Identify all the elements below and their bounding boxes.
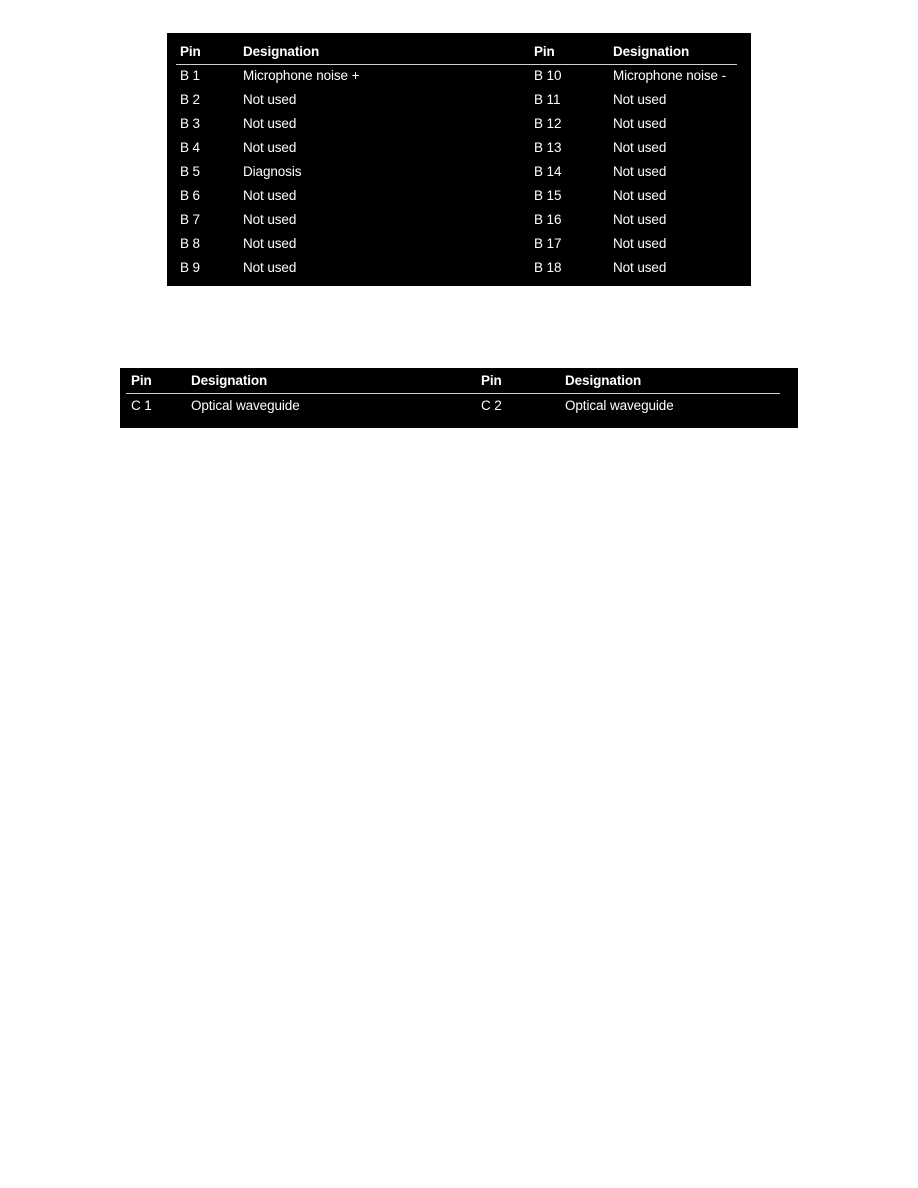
header-pin: Pin: [131, 373, 152, 388]
designation-cell: Microphone noise -: [613, 68, 727, 83]
designation-cell: Not used: [613, 236, 667, 251]
pin-cell: B 17: [534, 236, 562, 251]
pin-table-b: [167, 33, 751, 286]
header-pin: Pin: [534, 44, 555, 59]
pin-cell: B 10: [534, 68, 562, 83]
pin-cell: B 1: [180, 68, 200, 83]
pin-cell: B 12: [534, 116, 562, 131]
pin-cell: B 16: [534, 212, 562, 227]
pin-cell: B 9: [180, 260, 200, 275]
header-divider: [176, 64, 737, 65]
designation-cell: Not used: [243, 236, 297, 251]
designation-cell: Optical waveguide: [191, 398, 300, 413]
designation-cell: Not used: [613, 188, 667, 203]
designation-cell: Optical waveguide: [565, 398, 674, 413]
pin-cell: B 18: [534, 260, 562, 275]
pin-cell: C 2: [481, 398, 502, 413]
pin-cell: B 3: [180, 116, 200, 131]
pin-table-c: [120, 368, 798, 428]
pin-cell: B 6: [180, 188, 200, 203]
pin-cell: B 2: [180, 92, 200, 107]
designation-cell: Not used: [243, 212, 297, 227]
header-designation: Designation: [613, 44, 690, 59]
designation-cell: Not used: [243, 188, 297, 203]
header-divider: [126, 393, 780, 394]
designation-cell: Microphone noise +: [243, 68, 360, 83]
designation-cell: Not used: [613, 116, 667, 131]
designation-cell: Not used: [613, 212, 667, 227]
pin-cell: B 7: [180, 212, 200, 227]
pin-cell: B 5: [180, 164, 200, 179]
header-designation: Designation: [565, 373, 642, 388]
designation-cell: Diagnosis: [243, 164, 302, 179]
header-designation: Designation: [243, 44, 320, 59]
designation-cell: Not used: [243, 140, 297, 155]
pin-cell: B 15: [534, 188, 562, 203]
pin-cell: B 14: [534, 164, 562, 179]
designation-cell: Not used: [613, 140, 667, 155]
designation-cell: Not used: [243, 116, 297, 131]
pin-cell: B 8: [180, 236, 200, 251]
header-designation: Designation: [191, 373, 268, 388]
designation-cell: Not used: [243, 92, 297, 107]
header-pin: Pin: [180, 44, 201, 59]
pin-cell: B 4: [180, 140, 200, 155]
pin-cell: B 13: [534, 140, 562, 155]
designation-cell: Not used: [243, 260, 297, 275]
header-pin: Pin: [481, 373, 502, 388]
pin-cell: B 11: [534, 92, 561, 107]
designation-cell: Not used: [613, 92, 667, 107]
designation-cell: Not used: [613, 260, 667, 275]
designation-cell: Not used: [613, 164, 667, 179]
pin-cell: C 1: [131, 398, 152, 413]
